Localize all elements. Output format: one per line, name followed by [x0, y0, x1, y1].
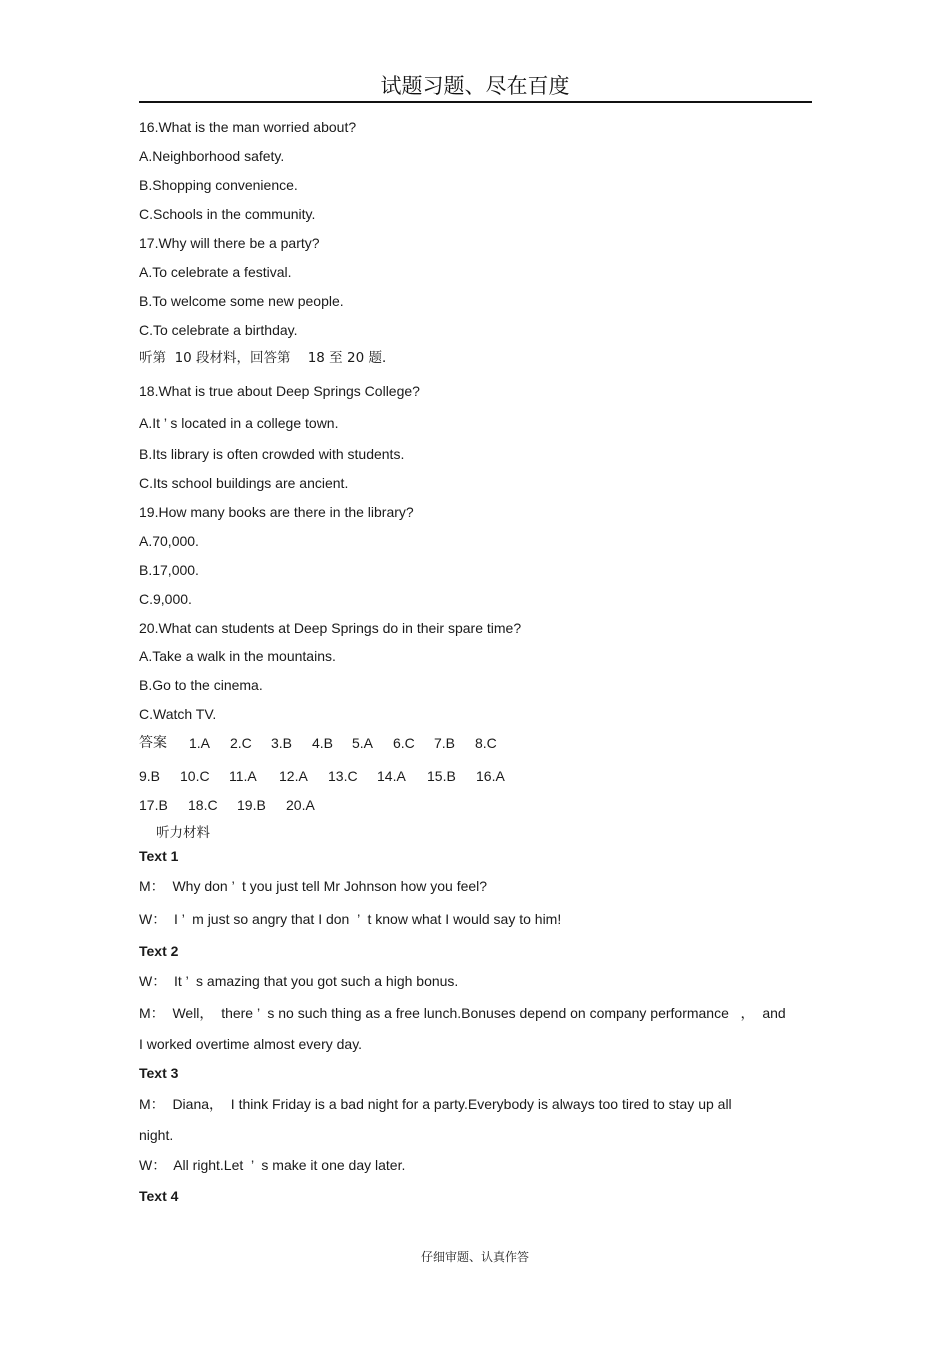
question-19-stem: 19.How many books are there in the library?: [139, 504, 414, 520]
question-16-option-c: C.Schools in the community.: [139, 206, 316, 222]
text-2-title: Text 2: [139, 943, 179, 959]
answer-item: 18.C: [188, 797, 218, 813]
transcript-heading: 听力材料: [156, 825, 210, 841]
question-18-stem: 18.What is true about Deep Springs College?: [139, 383, 420, 399]
text-3-line-1: M： Diana， I think Friday is a bad night for a party.Everybody is always too tired to stay up all: [139, 1096, 732, 1112]
question-16-option-a: A.Neighborhood safety.: [139, 148, 285, 164]
question-18-option-c: C.Its school buildings are ancient.: [139, 475, 349, 491]
answer-item: 14.A: [377, 768, 406, 784]
question-20-option-b: B.Go to the cinema.: [139, 677, 263, 693]
question-19-option-a: A.70,000.: [139, 533, 199, 549]
text-2-line-1: W： It ’ s amazing that you got such a high bonus.: [139, 973, 459, 989]
question-17-option-c: C.To celebrate a birthday.: [139, 322, 298, 338]
answer-item: 11.A: [229, 768, 257, 784]
text-1-line-1: M： Why don ’ t you just tell Mr Johnson how you feel?: [139, 878, 488, 894]
text-2-line-3: I worked overtime almost every day.: [139, 1036, 363, 1052]
answer-item: 19.B: [237, 797, 266, 813]
text-1-title: Text 1: [139, 848, 179, 864]
answer-item: 1.A: [189, 735, 211, 751]
question-16-option-b: B.Shopping convenience.: [139, 177, 298, 193]
question-20-option-a: A.Take a walk in the mountains.: [139, 648, 336, 664]
answer-item: 3.B: [271, 735, 293, 751]
answer-item: 4.B: [312, 735, 334, 751]
answer-key-label: 答案: [139, 735, 167, 751]
answer-item: 17.B: [139, 797, 168, 813]
answer-item: 5.A: [352, 735, 374, 751]
answer-item: 6.C: [393, 735, 415, 751]
text-3-title: Text 3: [139, 1065, 179, 1081]
page-footer: 仔细审题、认真作答: [420, 1250, 529, 1264]
question-18-option-b: B.Its library is often crowded with students.: [139, 446, 405, 462]
answer-item: 13.C: [328, 768, 358, 784]
question-19-option-c: C.9,000.: [139, 591, 192, 607]
text-3-line-2: night.: [139, 1127, 174, 1143]
question-20-stem: 20.What can students at Deep Springs do in their spare time?: [139, 620, 522, 636]
text-1-line-2: W： I ’ m just so angry that I don ’ t know what I would say to him!: [139, 911, 562, 927]
answer-item: 16.A: [476, 768, 505, 784]
question-16-stem: 16.What is the man worried about?: [139, 119, 357, 135]
question-20-option-c: C.Watch TV.: [139, 706, 217, 722]
section-10-instruction: 听第 10 段材料，回答第 18 至 20 题．: [139, 350, 396, 366]
page-header-title: 试题习题、尽在百度: [380, 74, 570, 98]
question-19-option-b: B.17,000.: [139, 562, 199, 578]
answer-item: 12.A: [279, 768, 308, 784]
answer-item: 8.C: [475, 735, 497, 751]
text-4-title: Text 4: [139, 1188, 179, 1204]
question-17-option-a: A.To celebrate a festival.: [139, 264, 292, 280]
question-18-option-a: A.It ’ s located in a college town.: [139, 415, 339, 431]
question-17-stem: 17.Why will there be a party?: [139, 235, 320, 251]
answer-item: 20.A: [286, 797, 315, 813]
answer-item: 2.C: [230, 735, 252, 751]
text-3-line-3: W： All right.Let ’ s make it one day later.: [139, 1157, 406, 1173]
answer-item: 7.B: [434, 735, 456, 751]
answer-item: 15.B: [427, 768, 456, 784]
answer-item: 9.B: [139, 768, 161, 784]
question-17-option-b: B.To welcome some new people.: [139, 293, 344, 309]
header-divider: [139, 101, 812, 103]
answer-item: 10.C: [180, 768, 210, 784]
text-2-line-2: M： Well， there ’ s no such thing as a free lunch.Bonuses depend on company performance ， and: [139, 1005, 786, 1021]
